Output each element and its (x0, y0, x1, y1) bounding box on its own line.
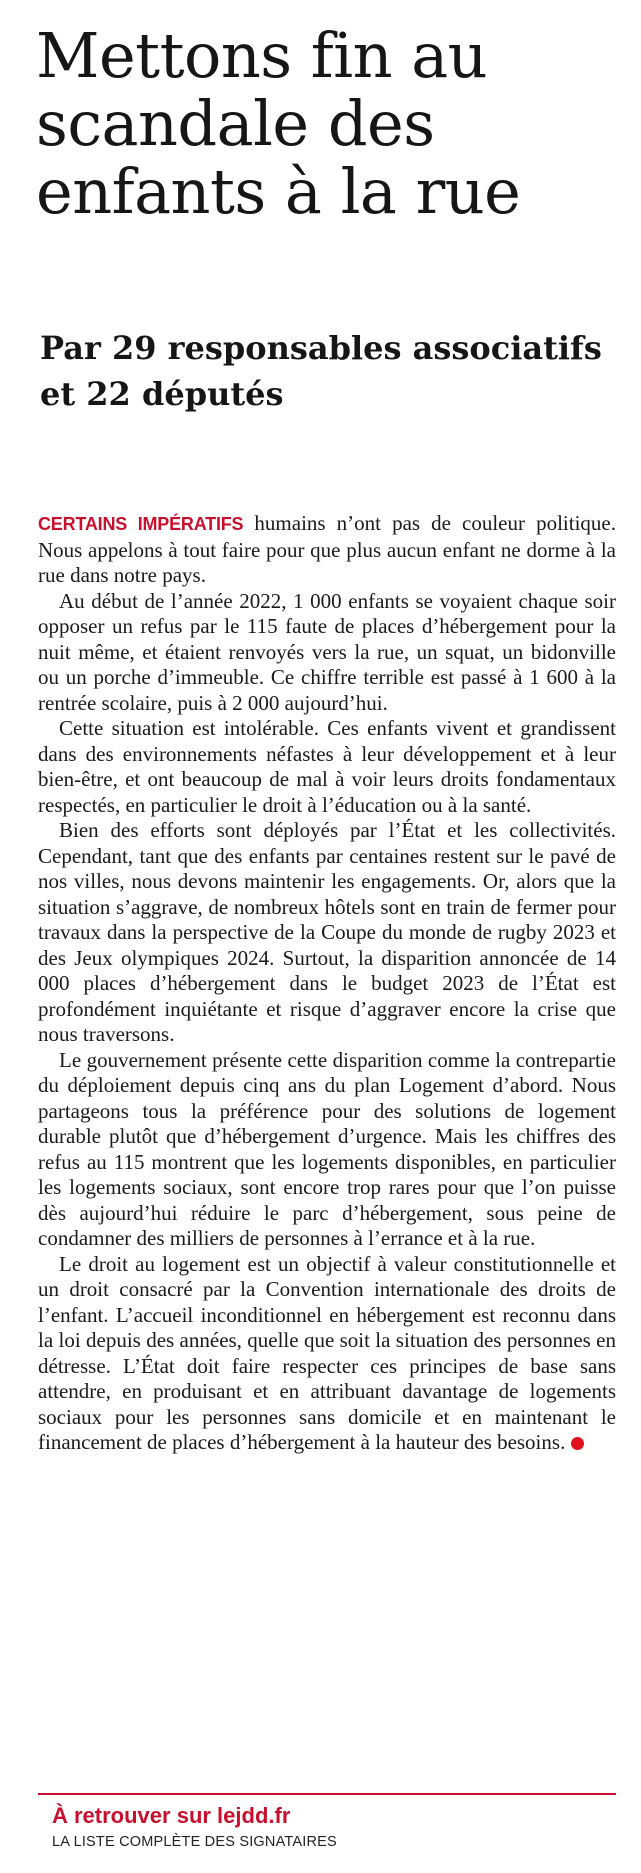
end-of-article-dot-icon (571, 1437, 584, 1450)
paragraph-2: Au début de l’année 2022, 1 000 enfants se voyaient chaque soir opposer un refus par le 115 faute de places d’hébergement pour la nuit même, et étaient renvoyés vers la rue, un squat, un bidonville ou un porche d’immeuble. Ce chiffre terrible est passé à 1 600 à la rentrée scolaire, puis à 2 000 aujourd’hui. (38, 588, 616, 715)
article-subtitle: Par 29 responsables associatifs et 22 députés (40, 329, 602, 413)
paragraph-6 (38, 1252, 616, 1456)
lead-words: CERTAINS IMPÉRATIFS (38, 514, 244, 534)
article-body (38, 511, 616, 1456)
paragraph-6-text: Le droit au logement est un objectif à valeur constitutionnelle et un droit consacré par la Convention internationale des droits de l’enfant. L’accueil inconditionnel en hébergement est reconnu dans la loi depuis des années, quelle que soit la situation des personnes en détresse. L’État doit faire respecter ces principes de base sans attendre, en produisant et en attribuant davantage de logements sociaux pour les personnes sans domicile et en maintenant le financement de places d’hébergement à la hauteur des besoins. (38, 1251, 616, 1454)
paragraph-4: Bien des efforts sont déployés par l’État et les collectivités. Cependant, tant que des enfants par centaines restent sur le pavé de nos villes, nous devons maintenir les engagements. Or, alors que la situation s’aggrave, de nombreux hôtels sont en train de fermer pour travaux dans la perspective de la Coupe du monde de rugby 2023 et des Jeux olympiques 2024. Surtout, la disparition annoncée de 14 000 places d’hébergement dans le budget 2023 de l’État est profondément inquiétante et risque d’aggraver encore la crise que nous traversons. (38, 818, 616, 1046)
website-link[interactable]: À retrouver sur lejdd.fr (52, 1803, 291, 1828)
paragraph-1-text: humains n’ont pas de couleur politique. Nous appelons à tout faire pour que plus aucun enfant ne dorme à la rue dans notre pays. (38, 511, 616, 587)
signatories-caption: LA LISTE COMPLÈTE DES SIGNATAIRES (52, 1834, 337, 1850)
paragraph-3: Cette situation est intolérable. Ces enfants vivent et grandissent dans des environnements néfastes à leur développement et à leur bien-être, et ont beaucoup de mal à voir leurs droits fondamentaux respectés, en particulier le droit à l’éducation ou à la santé. (38, 716, 616, 817)
article-title: Mettons fin au scandale des enfants à la rue (36, 19, 521, 228)
footer-divider (38, 1793, 616, 1795)
paragraph-1 (38, 511, 616, 589)
paragraph-5: Le gouvernement présente cette disparition comme la contrepartie du déploiement depuis cinq ans du plan Logement d’abord. Nous partageons tous la préférence pour des solutions de logement durable plutôt que d’hébergement d’urgence. Mais les chiffres des refus au 115 montrent que les logements disponibles, en particulier les logements sociaux, sont encore trop rares pour que l’on puisse dès aujourd’hui réduire le parc d’hébergement, sous peine de condamner des milliers de personnes à l’errance et à la rue. (38, 1047, 616, 1250)
